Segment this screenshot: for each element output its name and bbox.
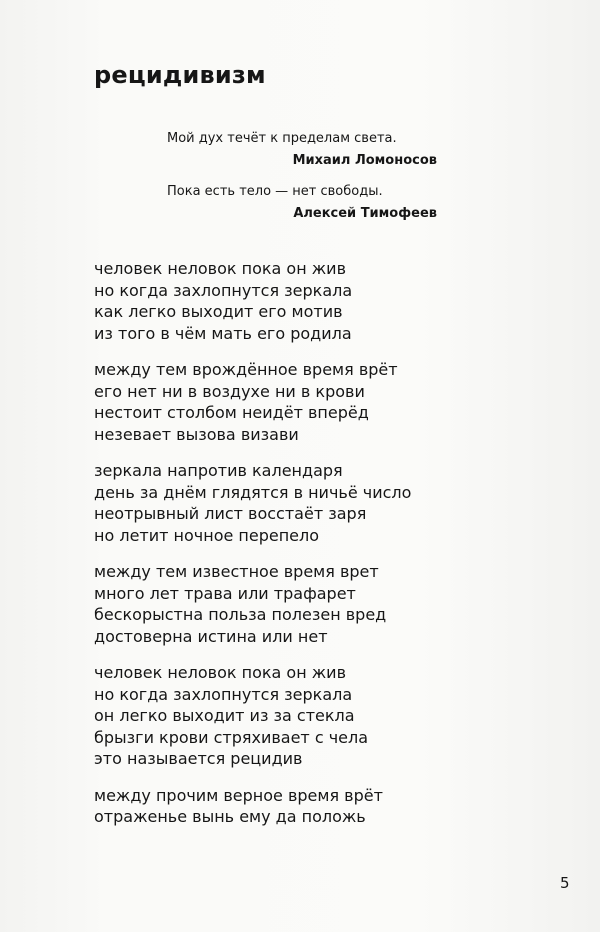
poem-line: его нет ни в воздухе ни в крови [94, 381, 365, 401]
poem-line: день за днём глядятся в ничьё число [94, 482, 412, 502]
epigraph [167, 181, 437, 225]
poem-line: между тем известное время врет [94, 562, 379, 581]
epigraphs [167, 128, 437, 234]
poem-line: но когда захлопнутся зеркала [94, 280, 353, 300]
stanza [94, 561, 514, 647]
stanza [94, 785, 514, 828]
poem-line: неотрывный лист восстаёт заря [94, 504, 367, 523]
poem-line: бескорыстна польза полезен вред [94, 605, 387, 624]
poem-body [94, 258, 514, 843]
poem-line: брызги крови стряхивает с чела [94, 727, 369, 747]
stanza [94, 460, 514, 546]
poem-line: отраженье вынь ему да положь [94, 807, 366, 826]
poem-line: много лет трава или трафарет [94, 583, 356, 603]
epigraph-quote: Пока есть тело — нет свободы. [167, 184, 383, 199]
poem-line: это называется рецидив [94, 749, 303, 768]
poem-line: достоверна истина или нет [94, 626, 328, 646]
stanza [94, 258, 514, 344]
poem-line: из того в чём мать его родила [94, 323, 352, 343]
epigraph-author: Алексей Тимофеев [293, 206, 437, 221]
poem-line: человек неловок пока он жив [94, 663, 347, 682]
epigraph [167, 128, 437, 172]
stanza [94, 359, 514, 445]
poem-line: но летит ночное перепело [94, 525, 320, 545]
poem-line: между прочим верное время врёт [94, 785, 383, 805]
poem-line: незевает вызова визави [94, 424, 299, 444]
poem-line: зеркала напротив календаря [94, 461, 343, 480]
poem-line: он легко выходит из за стекла [94, 706, 355, 725]
poem-line: между тем врождённое время врёт [94, 360, 398, 379]
poem-title: рецидивизм [94, 61, 266, 89]
poem-line: человек неловок пока он жив [94, 259, 347, 278]
poem-line: нестоит столбом неидёт вперёд [94, 403, 369, 422]
epigraph-quote: Мой дух течёт к пределам света. [167, 131, 397, 146]
poem-line: как легко выходит его мотив [94, 302, 343, 321]
poem-line: но когда захлопнутся зеркала [94, 684, 353, 704]
stanza [94, 662, 514, 770]
page-number: 5 [560, 874, 570, 892]
epigraph-author: Михаил Ломоносов [292, 153, 437, 168]
